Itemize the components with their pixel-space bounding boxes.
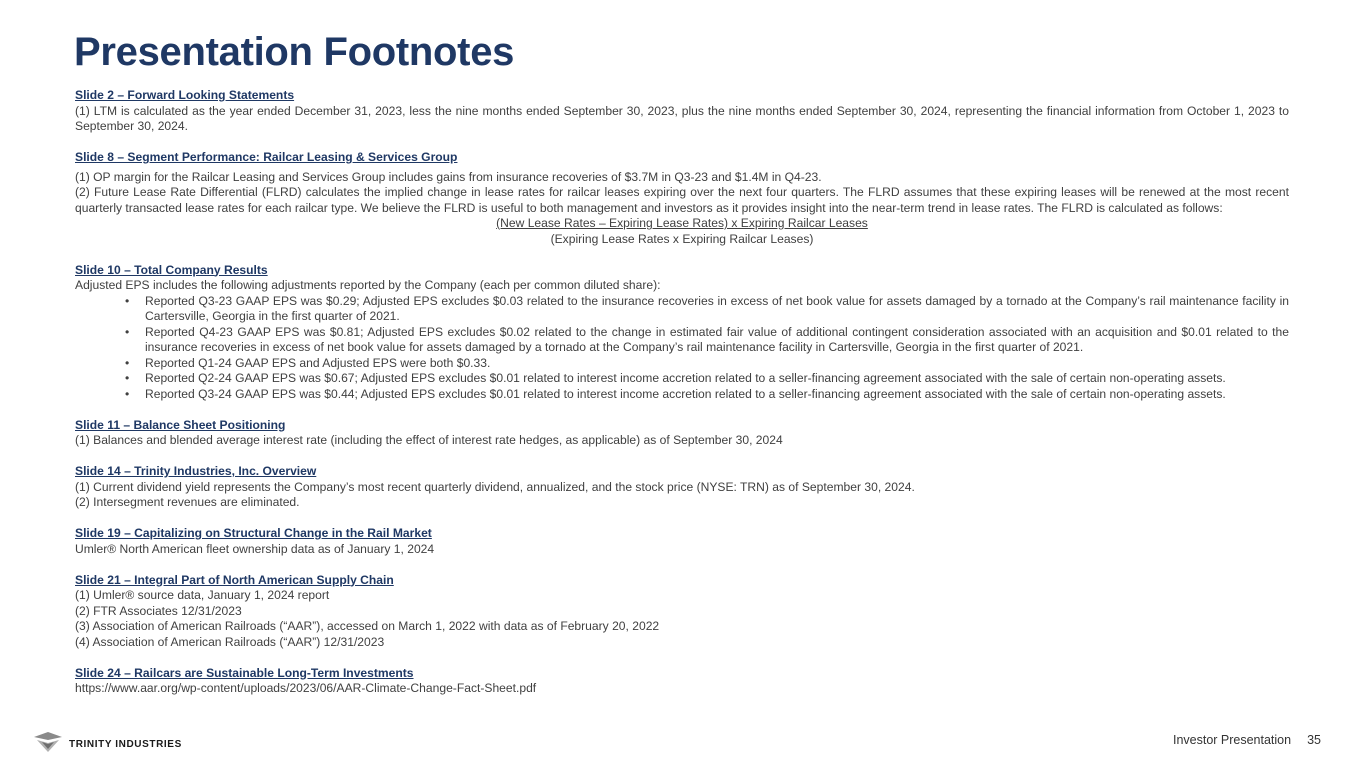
footnote-line: (1) LTM is calculated as the year ended December 31, 2023, less the nine months ended September 30, 2023, plus the nine months ended September 30, 2024, representing the financial information from October 1, 2023 to September 30, 2024. xyxy=(75,103,1289,133)
eps-adjustments-list xyxy=(75,294,1289,403)
section-heading: Slide 11 – Balance Sheet Positioning xyxy=(75,417,286,432)
footnote-line: (2) Future Lease Rate Differential (FLRD) calculates the implied change in lease rates for railcar leases expiring over the next four quarters. The FLRD assumes that these expiring leases will be renewed at the most recent quarterly transacted lease rates for each railcar type. We believe the FLRD is useful to both management and investors as it provides insight into the near-term trend in lease rates. The FLRD is calculated as follows: xyxy=(75,185,1289,215)
section-heading: Slide 2 – Forward Looking Statements xyxy=(75,88,295,102)
formula-denominator: (Expiring Lease Rates x Expiring Railcar Leases) xyxy=(550,231,814,246)
section-heading: Slide 14 – Trinity Industries, Inc. Overview xyxy=(75,464,317,478)
footer xyxy=(1173,733,1321,747)
source-url: https://www.aar.org/wp-content/uploads/2023/06/AAR-Climate-Change-Fact-Sheet.pdf xyxy=(75,681,537,695)
section-slide-19 xyxy=(75,526,1289,557)
list-item: • Reported Q3-24 GAAP EPS was $0.44; Adjusted EPS excludes $0.01 related to interest income accretion related to a seller-financing agreement associated with the sale of certain non-operating assets. xyxy=(75,387,1289,403)
section-slide-14 xyxy=(75,464,1289,511)
footnote-line: (4) Association of American Railroads (“AAR”) 12/31/2023 xyxy=(75,634,385,649)
trinity-logo-icon xyxy=(33,731,63,758)
list-item: • Reported Q3-23 GAAP EPS was $0.29; Adjusted EPS excludes $0.03 related to the insurance recoveries in excess of net book value for assets damaged by a tornado at the Company’s rail maintenance facility in Cartersville, Georgia in the first quarter of 2021. xyxy=(75,294,1289,325)
footnote-line: (3) Association of American Railroads (“AAR”), accessed on March 1, 2022 with data as of February 20, 2022 xyxy=(75,619,660,633)
footnote-line: (2) Intersegment revenues are eliminated. xyxy=(75,495,300,509)
section-slide-10 xyxy=(75,263,1289,403)
section-slide-24 xyxy=(75,666,1289,697)
footnote-line: (1) Current dividend yield represents the Company’s most recent quarterly dividend, annualized, and the stock price (NYSE: TRN) as of September 30, 2024. xyxy=(75,479,915,494)
list-item: • Reported Q4-23 GAAP EPS was $0.81; Adjusted EPS excludes $0.02 related to the change in estimated fair value of additional contingent consideration associated with an acquisition and $0.01 related to the insurance recoveries in excess of net book value for assets damaged by a tornado at the Company’s rail maintenance facility in Cartersville, Georgia in the first quarter of 2021. xyxy=(75,325,1289,356)
section-slide-11 xyxy=(75,418,1289,449)
section-heading: Slide 19 – Capitalizing on Structural Change in the Rail Market xyxy=(75,526,432,540)
section-heading: Slide 8 – Segment Performance: Railcar Leasing & Services Group xyxy=(75,150,458,164)
footnotes-body xyxy=(75,88,1289,712)
company-logo xyxy=(33,732,182,756)
footnote-line: Adjusted EPS includes the following adjustments reported by the Company (each per common diluted share): xyxy=(75,278,661,292)
page-number: 35 xyxy=(1307,733,1321,747)
section-slide-8 xyxy=(75,150,1289,247)
footnote-line: Umler® North American fleet ownership data as of January 1, 2024 xyxy=(75,541,435,556)
footnote-line: (1) Balances and blended average interest rate (including the effect of interest rate hedges, as applicable) as of September 30, 2024 xyxy=(75,433,783,447)
page-title: Presentation Footnotes xyxy=(74,30,515,74)
brand-name: TRINITY INDUSTRIES xyxy=(69,738,182,750)
section-slide-2 xyxy=(75,88,1289,135)
list-item: • Reported Q1-24 GAAP EPS and Adjusted EPS were both $0.33. xyxy=(75,356,1289,372)
formula-numerator: (New Lease Rates – Expiring Lease Rates) x Expiring Railcar Leases xyxy=(496,216,868,230)
footnote-line: (1) Umler® source data, January 1, 2024 report xyxy=(75,588,330,602)
footnote-line: (1) OP margin for the Railcar Leasing and Services Group includes gains from insurance recoveries of $3.7M in Q3-23 and $1.4M in Q4-23. xyxy=(75,169,822,184)
footnote-line: (2) FTR Associates 12/31/2023 xyxy=(75,603,242,618)
section-slide-21 xyxy=(75,573,1289,651)
flrd-formula xyxy=(75,216,1289,247)
footer-label: Investor Presentation xyxy=(1172,733,1292,747)
section-heading: Slide 10 – Total Company Results xyxy=(75,262,268,277)
list-item: • Reported Q2-24 GAAP EPS was $0.67; Adjusted EPS excludes $0.01 related to interest income accretion related to a seller-financing agreement associated with the sale of certain non-operating assets. xyxy=(75,371,1289,387)
section-heading: Slide 21 – Integral Part of North American Supply Chain xyxy=(75,572,394,587)
section-heading: Slide 24 – Railcars are Sustainable Long-Term Investments xyxy=(75,665,414,680)
